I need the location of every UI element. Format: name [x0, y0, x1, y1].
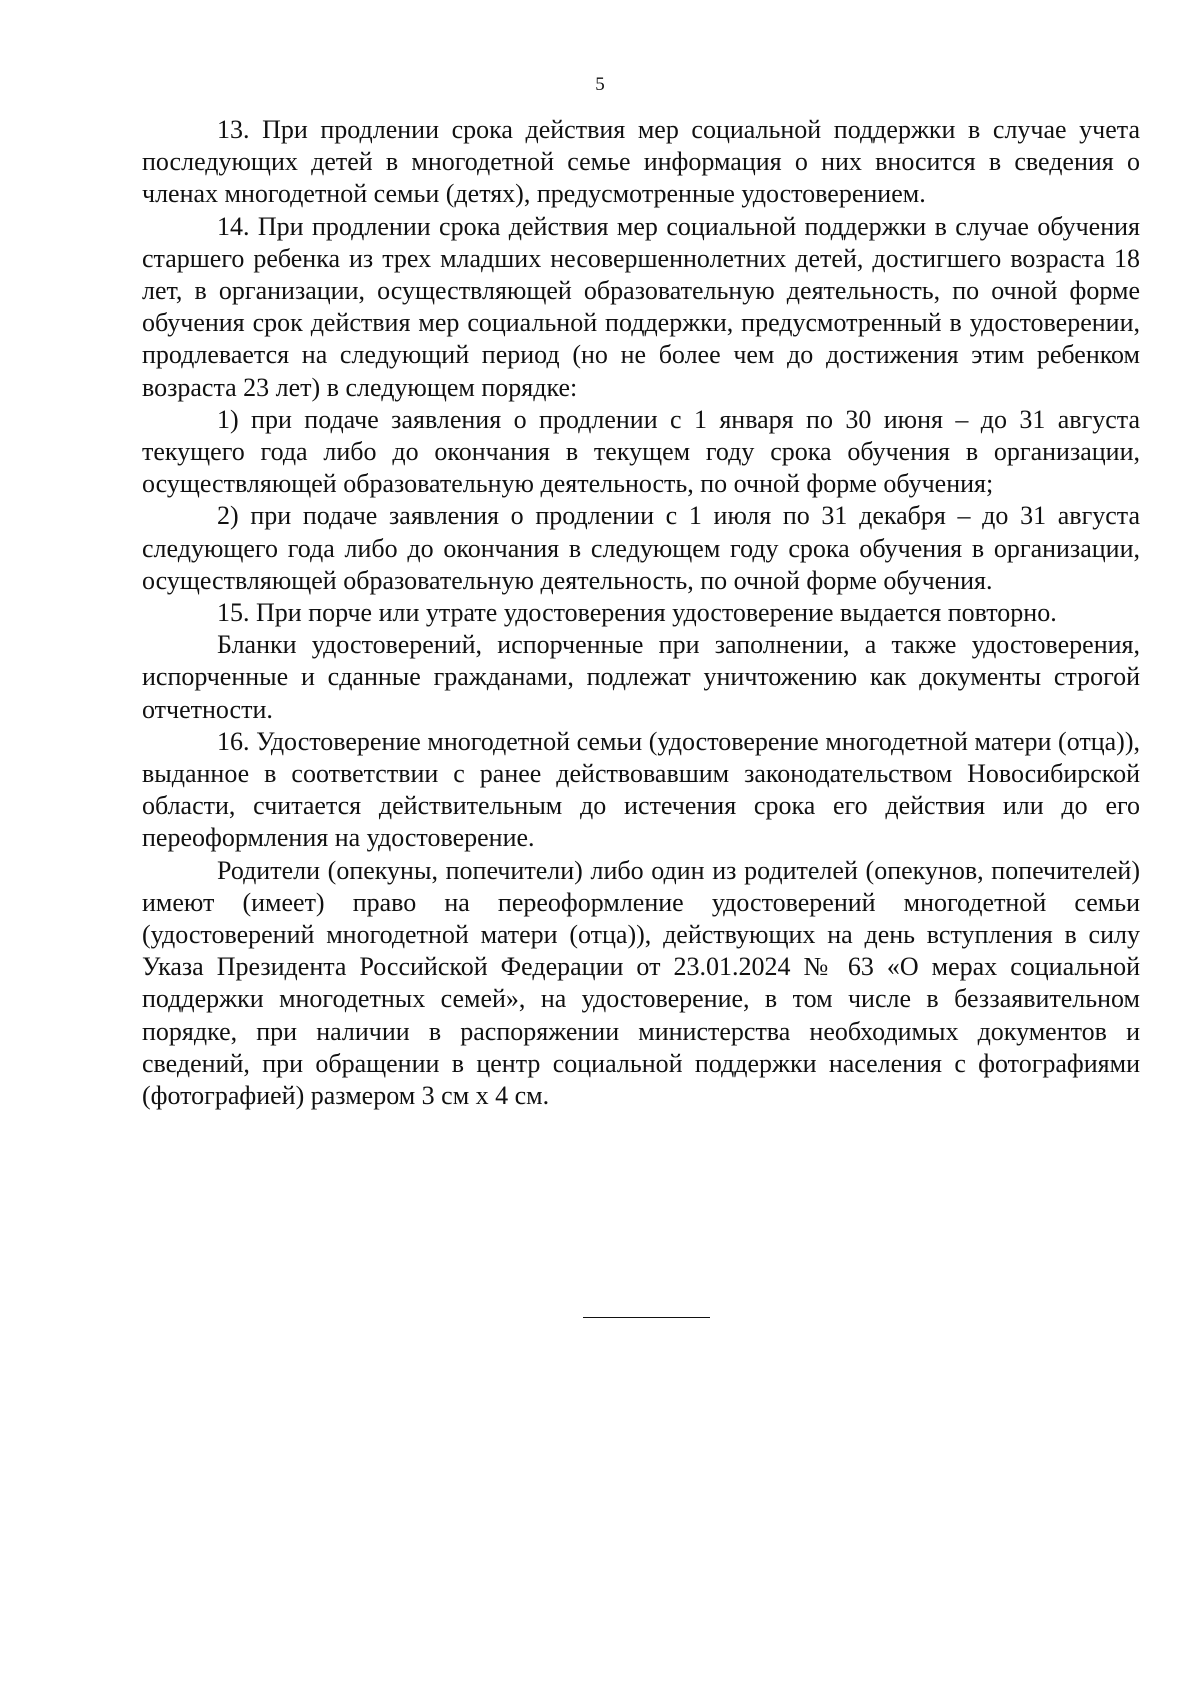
paragraph-16-parents: Родители (опекуны, попечители) либо один из родителей (опекунов, попечителей) имеют (имеет) право на переоформление удостоверений многодетной семьи (удостоверений многодетной матери (отца)), действующих на день вступления в силу Указа Президента Российской Федерации от 23.01.2024 № 63 «О мерах социальной поддержки многодетных семей», на удостоверение, в том числе в беззаявительном порядке, при наличии в распоряжении министерства необходимых документов и сведений, при обращении в центр социальной поддержки населения с фотографиями (фотографией) размером 3 см х 4 см.: [142, 855, 1140, 1111]
document-body: [142, 114, 1140, 1112]
paragraph-15: 15. При порче или утрате удостоверения удостоверение выдается повторно.: [217, 598, 1057, 628]
paragraph-14-item-2: 2) при подаче заявления о продлении с 1 июля по 31 декабря – до 31 августа следующего года либо до окончания в следующем году срока обучения в организации, осуществляющей образовательную деятельность, по очной форме обучения.: [142, 501, 1140, 595]
paragraph-14: 14. При продлении срока действия мер социальной поддержки в случае обучения старшего ребенка из трех младших несовершеннолетних детей, достигшего возраста 18 лет, в организации, осуществляющей образовательную деятельность, по очной форме обучения срок действия мер социальной поддержки, предусмотренный в удостоверении, продлевается на следующий период (но не более чем до достижения этим ребенком возраста 23 лет) в следующем порядке:: [142, 211, 1140, 402]
paragraph-15-blanks: Бланки удостоверений, испорченные при заполнении, а также удостоверения, испорченные и сданные гражданами, подлежат уничтожению как документы строгой отчетности.: [142, 630, 1140, 724]
closing-separator-line: [583, 1317, 710, 1318]
paragraph-16: 16. Удостоверение многодетной семьи (удостоверение многодетной матери (отца)), выданное в соответствии с ранее действовавшим законодательством Новосибирской области, считается действительным до истечения срока его действия или до его переоформления на удостоверение.: [142, 726, 1140, 853]
paragraph-14-item-1: 1) при подаче заявления о продлении с 1 января по 30 июня – до 31 августа текущего года либо до окончания в текущем году срока обучения в организации, осуществляющей образовательную деятельность, по очной форме обучения;: [142, 404, 1140, 499]
page-number: 5: [595, 74, 605, 95]
paragraph-13: 13. При продлении срока действия мер социальной поддержки в случае учета последующих детей в многодетной семье информация о них вносится в сведения о членах многодетной семьи (детях), предусмотренные удостоверением.: [142, 115, 1140, 209]
